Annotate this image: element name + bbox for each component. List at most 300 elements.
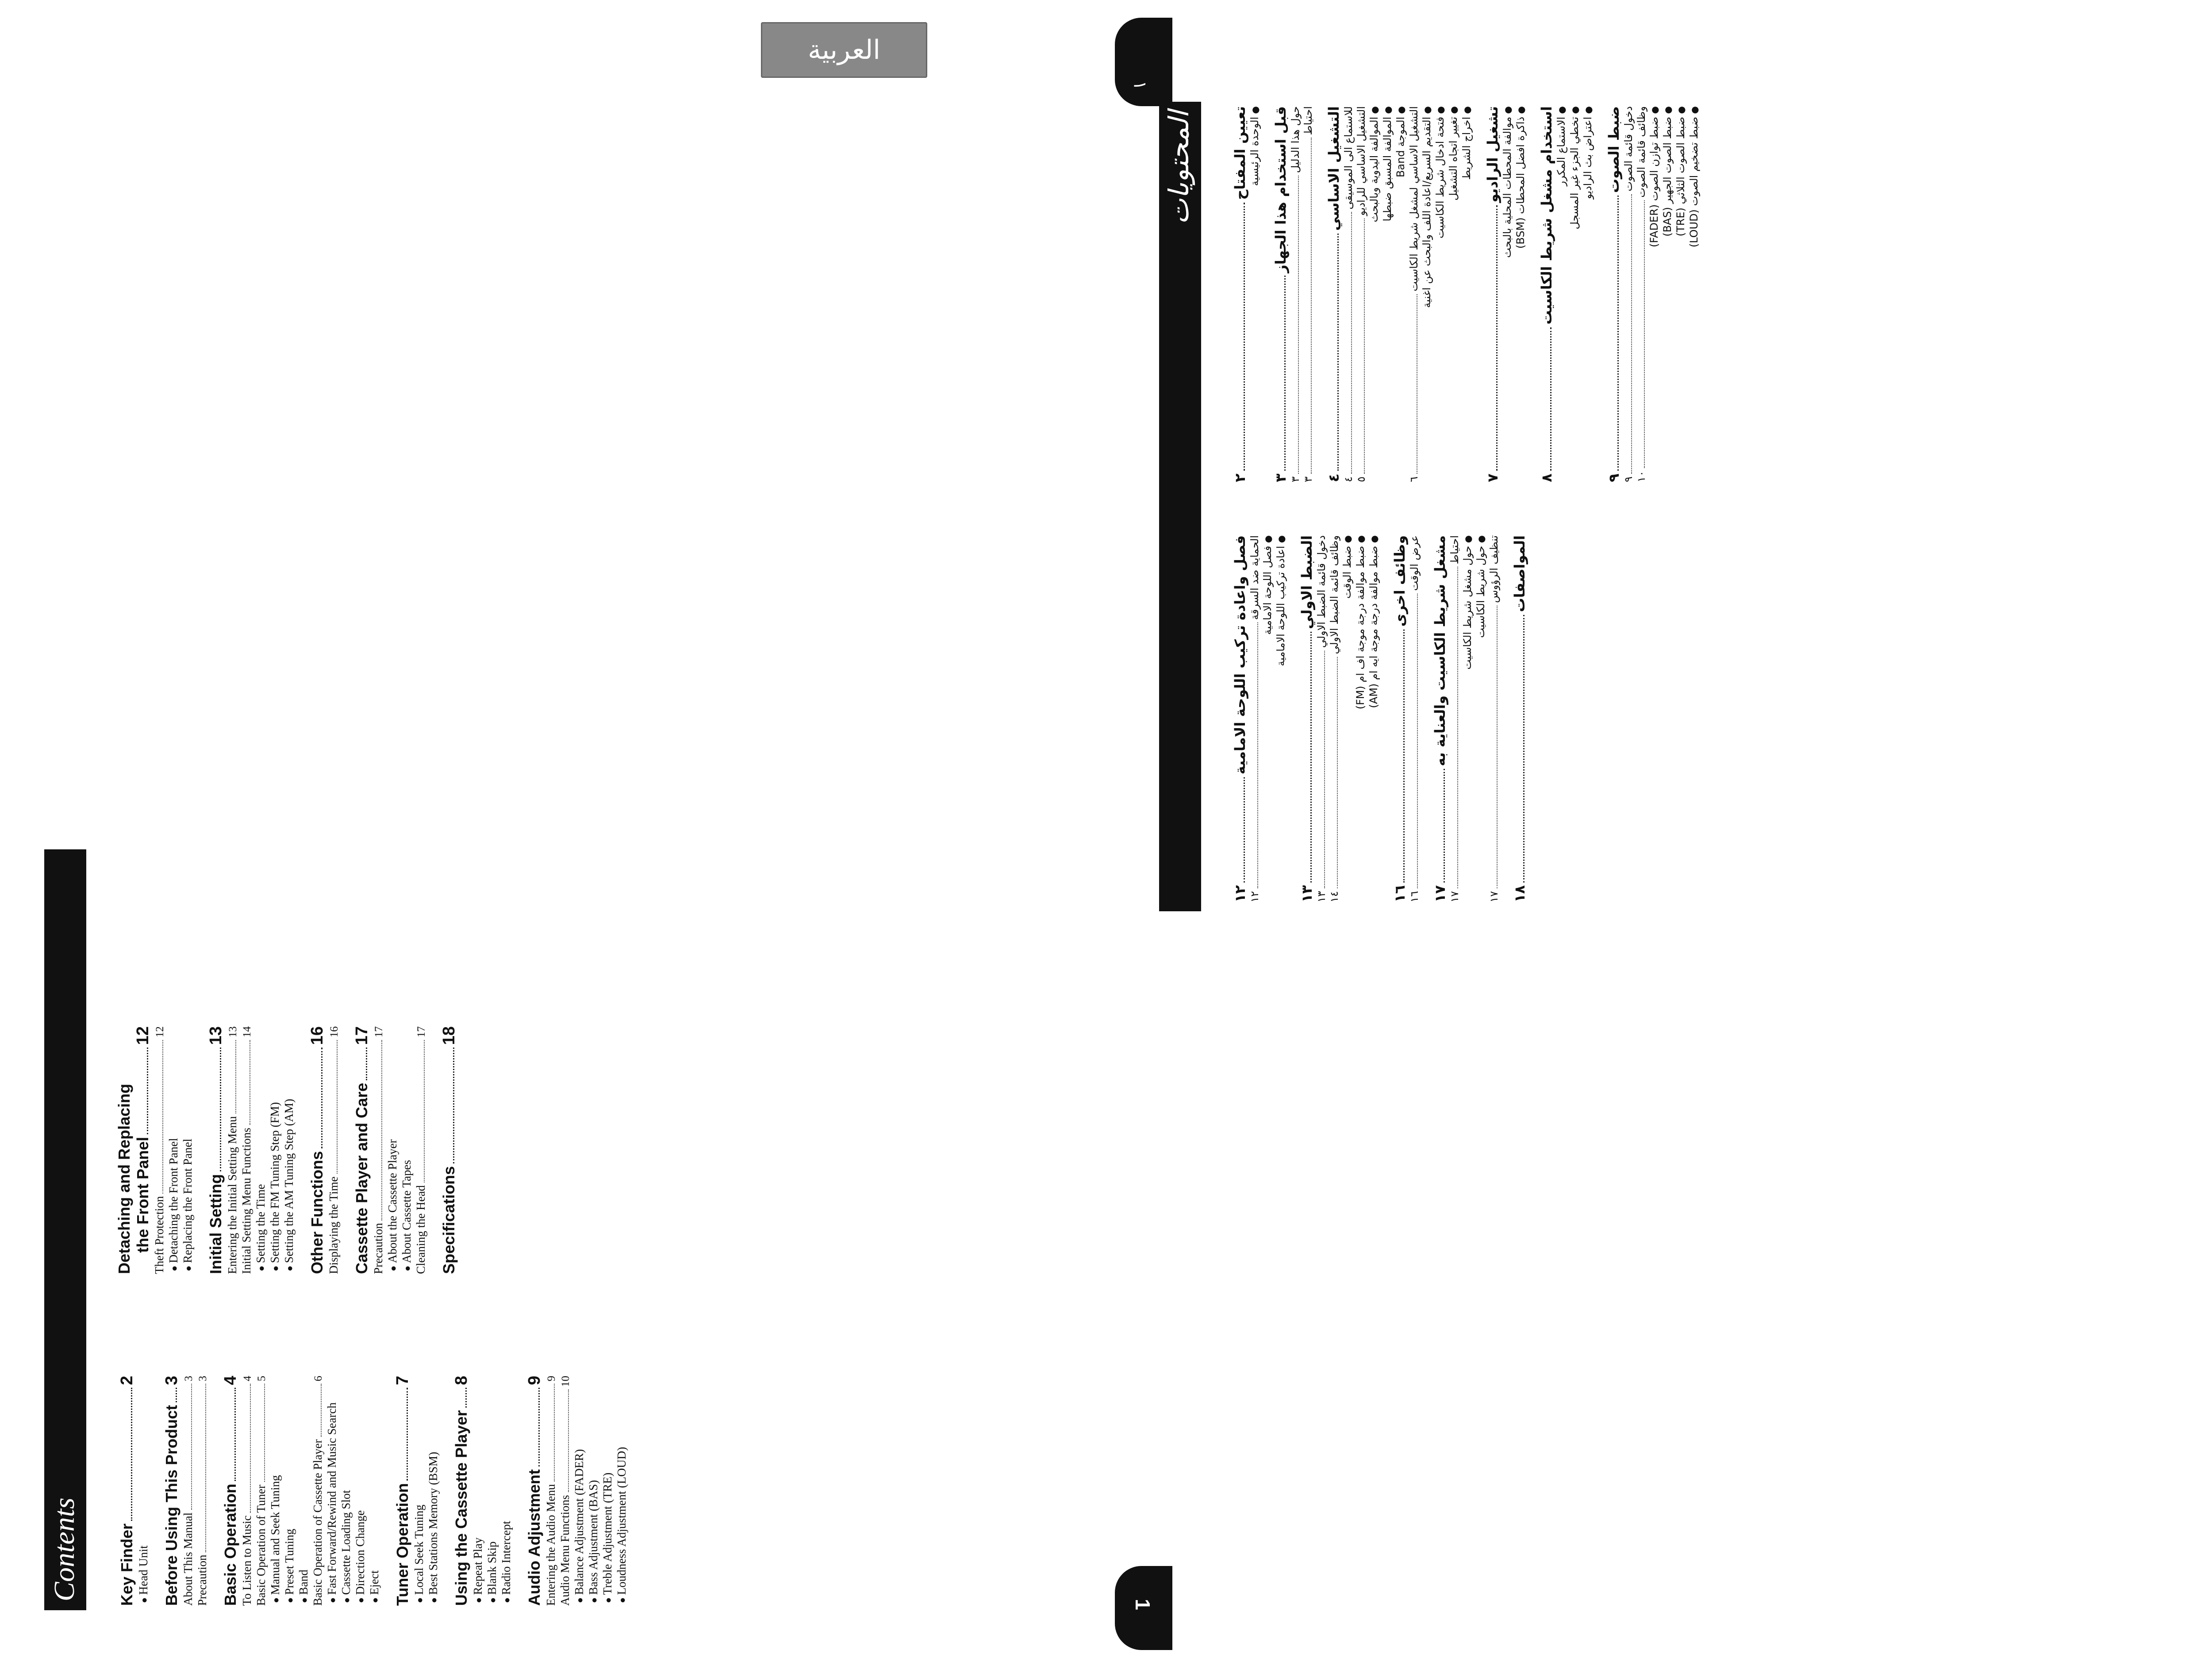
item-text: ● ضبط الصوت الجهير (BAS) (1661, 106, 1674, 237)
toc-item (368, 1376, 382, 1606)
english-column-2 (106, 1026, 1097, 1274)
toc-item (1648, 106, 1661, 482)
section-page-number: ١٦ (1391, 885, 1408, 902)
item-text: ● Local Seek Tuning (412, 1504, 426, 1603)
toc-item (1674, 106, 1688, 482)
item-text: وظائف قائمة الضبط الاولي (1328, 535, 1340, 654)
item-text: ● Manual and Seek Tuning (269, 1475, 283, 1603)
item-text: ● ذاكرة افضل المحطات (BSM) (1514, 106, 1528, 249)
item-page-number: 4 (242, 1376, 253, 1382)
item-page-number: 10 (560, 1376, 572, 1387)
toc-section (452, 1376, 471, 1606)
item-page-number: 13 (227, 1026, 239, 1037)
item-text: ● فتحة ادخال شريط الكاسيت (1434, 106, 1447, 238)
dot-leader (1311, 138, 1312, 474)
dot-leader (1244, 203, 1245, 471)
dot-leader (366, 1048, 367, 1080)
section-title: ضبط الصوت (1605, 106, 1622, 193)
dot-leader (321, 1048, 323, 1148)
item-text: دخول قائمة الضبط الاولي (1315, 535, 1328, 648)
english-columns (106, 849, 1097, 1610)
toc-item (544, 1376, 558, 1606)
toc-item (153, 1026, 167, 1274)
dot-leader (1550, 327, 1551, 471)
section-title: تعيين المفتاح (1232, 106, 1248, 200)
item-text: حول هذا الدليل (1289, 106, 1302, 173)
dot-leader (235, 1040, 236, 1113)
toc-section (1391, 535, 1408, 902)
item-text: ● اخراج الشريط (1460, 106, 1474, 180)
toc-item (1368, 106, 1381, 482)
toc-section (353, 1026, 372, 1274)
item-text: ● ضبط توازن الصوت (FADER) (1648, 106, 1661, 247)
toc-item (615, 1376, 629, 1606)
dot-leader (465, 1388, 467, 1408)
toc-item (1354, 535, 1367, 902)
item-text: ● Fast Forward/Rewind and Music Search (325, 1402, 339, 1603)
item-page-number: ٦ (1408, 476, 1420, 482)
toc-item (1342, 106, 1355, 482)
item-text: Audio Menu Functions (558, 1495, 572, 1606)
toc-item (226, 1026, 240, 1274)
toc-item (1622, 106, 1635, 482)
dot-leader (191, 1384, 192, 1510)
section-title: المواصفات (1511, 535, 1528, 612)
section-page-number: 18 (440, 1026, 458, 1045)
toc-item (325, 1376, 339, 1606)
toc-section (1432, 535, 1448, 902)
section-page-number: 16 (308, 1026, 326, 1045)
dot-leader (250, 1384, 251, 1513)
toc-item (558, 1376, 572, 1606)
toc-item (572, 1376, 587, 1606)
dot-leader (162, 1040, 163, 1194)
page-number-arabic: ١ (1129, 81, 1150, 90)
section-title: التشغيل الاساسي (1325, 106, 1342, 231)
toc-item (601, 1376, 615, 1606)
item-text: ● Treble Adjustment (TRE) (601, 1473, 615, 1603)
section-title: فصل واعادة تركيب اللوحة الامامية (1232, 535, 1248, 775)
toc-section (1484, 106, 1501, 482)
item-text: Precaution (372, 1223, 385, 1274)
item-text: دخول قائمة الصوت (1622, 106, 1635, 192)
dot-leader (407, 1388, 408, 1481)
section-title: Using the Cassette Player (452, 1410, 470, 1606)
item-text: عرض الوقت (1408, 535, 1421, 591)
toc-item (1488, 535, 1501, 902)
dot-leader (337, 1040, 338, 1174)
toc-item (1408, 535, 1421, 902)
item-text: ● ضبط الوقت (1341, 535, 1354, 599)
toc-item (254, 1376, 269, 1606)
item-text: ● Bass Adjustment (BAS) (587, 1480, 601, 1603)
item-text: ● Band (297, 1570, 311, 1603)
item-text: الحماية ضد السرقة (1248, 535, 1261, 620)
page-number-english: 1 (1131, 1599, 1154, 1610)
section-page-number: ٩ (1605, 473, 1622, 482)
item-text: ● تخطي الجزء غير المسجل (1568, 106, 1582, 230)
item-text: Entering the Initial Setting Menu (226, 1116, 239, 1274)
toc-item (269, 1376, 283, 1606)
toc-item (400, 1026, 414, 1274)
dot-leader (1244, 777, 1245, 883)
section-page-number: 9 (525, 1376, 544, 1386)
item-text: Basic Operation of Cassette Player (311, 1439, 324, 1606)
dot-leader (1444, 769, 1445, 883)
dot-leader (234, 1388, 236, 1481)
section-title: مشغل شريط الكاسيت والعناية به (1432, 535, 1448, 767)
toc-item (1315, 535, 1328, 902)
item-text: ● Cassette Loading Slot (339, 1490, 353, 1603)
item-text: ● فصل اللوحة الامامية (1261, 535, 1275, 635)
arabic-title: المحتويات (1163, 111, 1195, 225)
item-text: ● Eject (368, 1570, 382, 1603)
dot-leader (1364, 219, 1365, 474)
toc-item (1394, 106, 1408, 482)
item-page-number: ١٧ (1448, 891, 1461, 902)
item-page-number: ١٢ (1248, 891, 1261, 902)
toc-section (1538, 106, 1555, 482)
toc-item (240, 1376, 254, 1606)
toc-section-heading (115, 1026, 134, 1274)
toc-section (134, 1026, 153, 1274)
item-page-number: 5 (256, 1376, 268, 1382)
item-text: ● Direction Change (353, 1510, 368, 1603)
arabic-title-banner (1159, 102, 1201, 911)
dot-leader (1310, 632, 1312, 883)
arabic-contents-page (1159, 102, 2212, 911)
item-text: ● موالفة المحطات المحلية بالبحث (1501, 106, 1514, 258)
section-page-number: 4 (221, 1376, 240, 1386)
item-text: Theft Protection (153, 1196, 166, 1274)
item-page-number: 17 (373, 1026, 385, 1037)
dot-leader (1497, 606, 1498, 888)
toc-item (167, 1026, 181, 1274)
toc-item (1475, 535, 1488, 902)
arabic-language-badge: العربية (761, 22, 927, 78)
item-text: ● حول شريط الكاسيت (1475, 535, 1488, 638)
toc-item (181, 1376, 196, 1606)
section-page-number: ٨ (1538, 473, 1555, 482)
item-text: ● الوحدة الرئيسية (1248, 106, 1262, 186)
toc-item (587, 1376, 601, 1606)
toc-item (1688, 106, 1701, 482)
item-page-number: ٤ (1342, 476, 1355, 482)
item-text: ● اعتراض بث الراديو (1582, 106, 1595, 199)
toc-item (1381, 106, 1394, 482)
dot-leader (453, 1048, 454, 1163)
item-text: ● ضبط موالفة درجة موجة اف ام (FM) (1354, 535, 1367, 710)
item-page-number: 14 (241, 1026, 253, 1037)
toc-item (311, 1376, 325, 1606)
toc-section (1272, 106, 1289, 482)
dot-leader (1403, 629, 1405, 883)
dot-leader (1257, 622, 1258, 888)
item-page-number: ١٠ (1635, 471, 1647, 482)
item-page-number: 9 (545, 1376, 557, 1382)
item-text: Entering the Audio Menu (544, 1484, 557, 1606)
toc-item (1341, 535, 1354, 902)
item-text: احتياط (1302, 106, 1314, 135)
section-page-number: 17 (353, 1026, 371, 1045)
section-title: Detaching and Replacing (115, 1083, 133, 1274)
dot-leader (1351, 212, 1352, 474)
toc-item (1289, 106, 1302, 482)
toc-item (283, 1376, 297, 1606)
toc-item (485, 1376, 499, 1606)
dot-leader (131, 1388, 132, 1521)
toc-item (240, 1026, 254, 1274)
toc-item (282, 1026, 296, 1274)
item-text: ● ضبط تضخيم الصوت (LOUD) (1688, 106, 1701, 247)
item-text: ● تغيير اتجاه التشغيل (1447, 106, 1460, 200)
item-text: ● الموالفة اليدوية وبالبحث (1368, 106, 1381, 222)
dot-leader (538, 1388, 540, 1466)
section-title: تشغيل الراديو (1484, 106, 1501, 203)
section-title: Before Using This Product (162, 1405, 180, 1606)
item-text: ● Radio Intercept (499, 1521, 514, 1603)
dot-leader (1523, 615, 1525, 883)
item-page-number: ١٧ (1488, 891, 1500, 902)
item-page-number: ١٣ (1315, 891, 1328, 902)
section-page-number: ١٨ (1511, 885, 1528, 902)
section-title: Cassette Player and Care (353, 1082, 371, 1274)
item-text: ● الموجة Band (1394, 106, 1408, 177)
section-page-number: ٣ (1272, 473, 1289, 482)
toc-item (181, 1026, 195, 1274)
section-page-number: 13 (207, 1026, 225, 1045)
toc-section (1232, 106, 1248, 482)
item-text: About This Manual (181, 1512, 195, 1606)
section-title: الضبط الاولي (1298, 535, 1315, 629)
arabic-column-2 (1221, 535, 2194, 902)
toc-item (426, 1376, 441, 1606)
item-text: ● Loudness Adjustment (LOUD) (615, 1447, 629, 1603)
toc-item (386, 1026, 400, 1274)
toc-section (221, 1376, 240, 1606)
english-title: Contents (48, 1497, 81, 1601)
item-page-number: 6 (312, 1376, 324, 1382)
item-text: ● About the Cassette Player (386, 1140, 400, 1272)
toc-item (1355, 106, 1368, 482)
toc-item (1302, 106, 1315, 482)
toc-item (137, 1376, 151, 1606)
dot-leader (1631, 194, 1632, 474)
toc-item (353, 1376, 368, 1606)
toc-item (1408, 106, 1421, 482)
toc-section (207, 1026, 226, 1274)
item-text: ● ضبط الصوت الثلاثي (TRE) (1674, 106, 1688, 236)
item-text: ● Blank Skip (485, 1541, 499, 1603)
item-text: Basic Operation of Tuner (254, 1485, 268, 1606)
toc-item (1448, 535, 1461, 902)
english-title-banner (44, 849, 86, 1610)
item-text: ● ضبط موالفة درجة موجة ايه ام (AM) (1367, 535, 1381, 708)
section-page-number: 2 (118, 1376, 136, 1386)
section-page-number: 8 (452, 1376, 471, 1386)
item-page-number: 3 (183, 1376, 195, 1382)
toc-item (1421, 106, 1434, 482)
item-text: ● Setting the FM Tuning Step (FM) (268, 1102, 282, 1271)
toc-item (372, 1026, 386, 1274)
dot-leader (568, 1389, 569, 1492)
toc-item (1461, 535, 1475, 902)
dot-leader (147, 1048, 148, 1134)
item-text: ● About Cassette Tapes (400, 1160, 414, 1271)
dot-leader (205, 1384, 206, 1552)
toc-item (1501, 106, 1514, 482)
section-page-number: ٤ (1325, 473, 1342, 482)
item-text: وظائف قائمة الصوت (1635, 106, 1647, 198)
dot-leader (1337, 657, 1338, 889)
dot-leader (554, 1384, 555, 1481)
item-text: ● Replacing the Front Panel (181, 1139, 195, 1271)
item-text: Cleaning the Head (414, 1185, 427, 1274)
toc-item (499, 1376, 514, 1606)
item-page-number: 12 (154, 1026, 166, 1037)
item-text: ● Balance Adjustment (FADER) (572, 1449, 587, 1603)
dot-leader (1496, 205, 1498, 471)
toc-item (1248, 535, 1261, 902)
toc-item (1328, 535, 1341, 902)
dot-leader (264, 1384, 265, 1482)
item-text: للاستماع الى الموسيقى (1342, 106, 1355, 210)
section-title: Audio Adjustment (525, 1469, 543, 1606)
item-text: Precaution (196, 1554, 209, 1606)
toc-item (1514, 106, 1528, 482)
section-page-number: 7 (393, 1376, 412, 1386)
item-text: تنظيف الرؤوس (1488, 535, 1500, 603)
item-text: ● اعادة تركيب اللوحة الامامية (1275, 535, 1288, 666)
section-title: Tuner Operation (393, 1483, 411, 1606)
section-page-number: ١٢ (1232, 885, 1248, 902)
item-page-number: ٩ (1622, 476, 1635, 482)
toc-item (1582, 106, 1595, 482)
toc-item (1635, 106, 1648, 482)
section-title: the Front Panel (134, 1136, 152, 1253)
arabic-column-1 (1221, 106, 2194, 482)
item-text: ● Setting the AM Tuning Step (AM) (282, 1099, 296, 1271)
toc-item (196, 1376, 210, 1606)
dot-leader (1298, 176, 1299, 474)
item-text: Displaying the Time (327, 1176, 340, 1274)
item-text: Initial Setting Menu Functions (240, 1128, 253, 1274)
section-title: Initial Setting (207, 1174, 225, 1274)
section-title: Specifications (440, 1166, 458, 1274)
item-page-number: 17 (415, 1026, 427, 1037)
item-text: ● Detaching the Front Panel (167, 1138, 181, 1271)
toc-section (393, 1376, 412, 1606)
item-page-number: ١٤ (1328, 891, 1340, 902)
toc-item (327, 1026, 341, 1274)
section-title: Basic Operation (221, 1483, 239, 1606)
item-page-number: ١٦ (1408, 891, 1421, 902)
page-tab-arabic (1115, 18, 1172, 106)
item-text: ● Setting the Time (254, 1184, 268, 1271)
section-title: استخدام مشغل شريط الكاسيت (1538, 106, 1555, 325)
toc-item (1568, 106, 1582, 482)
section-title: وظائف اخرى (1391, 535, 1408, 627)
section-page-number: ١٣ (1298, 885, 1315, 902)
english-contents-page (44, 849, 1106, 1610)
item-page-number: ٣ (1302, 476, 1314, 482)
section-page-number: ٧ (1484, 473, 1501, 482)
section-title: قبل استخدام هذا الجهاز (1272, 106, 1289, 273)
toc-item (1661, 106, 1674, 482)
dot-leader (1644, 200, 1645, 468)
item-text: ● Preset Tuning (283, 1529, 297, 1603)
page-tab-english (1115, 1566, 1172, 1650)
section-title: Other Functions (308, 1151, 326, 1274)
dot-leader (424, 1040, 425, 1182)
toc-item (1367, 535, 1381, 902)
toc-item (1555, 106, 1568, 482)
item-page-number: 16 (328, 1026, 340, 1037)
toc-item (1248, 106, 1262, 482)
toc-section (308, 1026, 327, 1274)
dot-leader (176, 1388, 177, 1402)
toc-item (1460, 106, 1474, 482)
toc-section (1232, 535, 1248, 902)
toc-item (268, 1026, 282, 1274)
toc-item (1434, 106, 1447, 482)
english-column-1 (106, 1376, 1097, 1606)
toc-section (525, 1376, 544, 1606)
dot-leader (1284, 276, 1286, 471)
toc-item (254, 1026, 268, 1274)
section-page-number: ٢ (1232, 473, 1248, 482)
item-page-number: ٥ (1355, 476, 1367, 482)
toc-item (1261, 535, 1275, 902)
toc-section (1511, 535, 1528, 902)
item-text: ● التقديم السريع/اعادة اللف والبحث عن اغنية (1421, 106, 1434, 308)
toc-item (1275, 535, 1288, 902)
dot-leader (321, 1384, 322, 1437)
item-text: التشغيل الاساسي للراديو (1355, 106, 1367, 216)
dot-leader (1457, 567, 1458, 889)
toc-item (297, 1376, 311, 1606)
item-text: To Listen to Music (240, 1515, 253, 1606)
section-page-number: 3 (162, 1376, 181, 1386)
toc-section (118, 1376, 137, 1606)
item-page-number: 3 (197, 1376, 209, 1382)
toc-section (1325, 106, 1342, 482)
toc-item (412, 1376, 426, 1606)
dot-leader (1337, 234, 1339, 471)
item-text: ● Head Unit (137, 1545, 151, 1603)
toc-item (471, 1376, 485, 1606)
item-text: ● الموالفة المسبق ضبطها (1381, 106, 1394, 222)
item-text: ● حول مشغل شريط الكاسيت (1461, 535, 1475, 670)
toc-item (339, 1376, 353, 1606)
item-text: ● الاستماع المكرر (1555, 106, 1568, 186)
section-page-number: 12 (134, 1026, 152, 1045)
dot-leader (1417, 594, 1418, 889)
toc-section (440, 1026, 459, 1274)
toc-item (414, 1026, 428, 1274)
toc-section (1298, 535, 1315, 902)
item-text: ● Repeat Play (471, 1537, 485, 1603)
dot-leader (1324, 651, 1325, 889)
toc-section (162, 1376, 181, 1606)
toc-item (1447, 106, 1460, 482)
section-title: Key Finder (118, 1523, 136, 1606)
arabic-columns (1221, 102, 2194, 911)
item-text: احتياط (1448, 535, 1461, 564)
item-text: ● Best Stations Memory (BSM) (426, 1452, 441, 1603)
dot-leader (1617, 196, 1619, 471)
toc-section (1605, 106, 1622, 482)
